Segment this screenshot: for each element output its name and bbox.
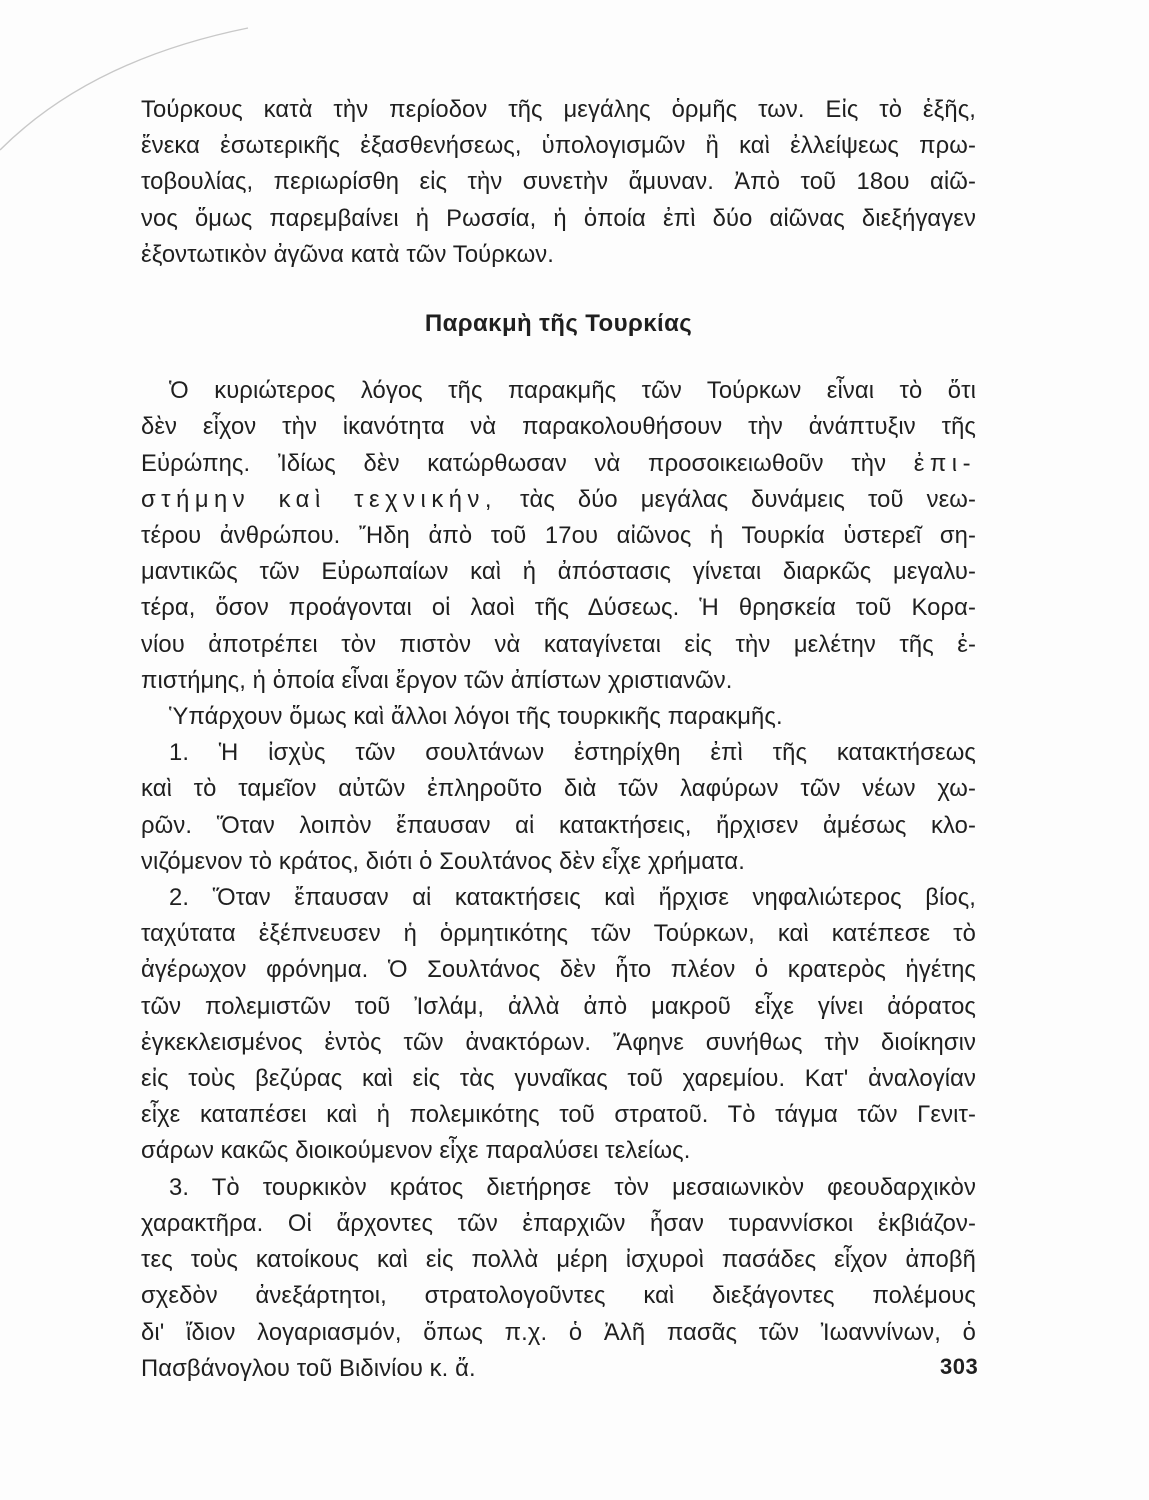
text-line: ρῶν. Ὅταν λοιπὸν ἔπαυσαν αἱ κατακτήσεις, ἤρχισεν ἀμέσως κλο- [141,811,976,839]
list-item-1 [141,735,976,880]
text-line: τες τοὺς κατοίκους καὶ εἰς πολλὰ μέρη ἰσχυροὶ πασάδες εἶχον ἀποβῆ [141,1246,976,1274]
text-line: Τούρκους κατὰ τὴν περίοδον τῆς μεγάλης ὁρμῆς των. Εἰς τὸ ἑξῆς, [141,96,976,123]
paragraph-other-reasons [141,699,976,735]
text-line: νιζόμενον τὸ κράτος, διότι ὁ Σουλτάνος δὲν εἶχε χρήματα. [141,847,745,875]
text-line: σάρων κακῶς διοικούμενον εἶχε παραλύσει τελείως. [141,1137,691,1165]
text-line: δι' ἴδιον λογαριασμόν, ὅπως π.χ. ὁ Ἀλῆ πασᾶς τῶν Ἰωαννίνων, ὁ [141,1318,976,1346]
text-line: τέρα, ὅσον προάγονται οἱ λαοὶ τῆς Δύσεως. Ἡ θρησκεία τοῦ Κορα- [141,594,976,622]
section-heading: Παρακμὴ τῆς Τουρκίας [424,310,693,338]
page-number: 303 [940,1354,979,1379]
text-segment: τὰς δύο μεγάλας δυνάμεις τοῦ νεω- [519,485,976,513]
text-line: ἐξοντωτικὸν ἀγῶνα κατὰ τῶν Τούρκων. [141,240,554,268]
text-line: Πασβάνογλου τοῦ Βιδινίου κ. ἄ. [141,1354,476,1382]
list-item-2 [141,880,976,1170]
text-line: νίου ἀποτρέπει τὸν πιστὸν νὰ καταγίνεται εἰς τὴν μελέτην τῆς ἐ- [141,630,976,658]
text-line: εἶχε καταπέσει καὶ ἡ πολεμικότης τοῦ στρατοῦ. Τὸ τάγμα τῶν Γενιτ- [141,1101,976,1129]
text-line: τῶν πολεμιστῶν τοῦ Ἰσλάμ, ἀλλὰ ἀπὸ μακροῦ εἶχε γίνει ἀόρατος [141,992,976,1020]
emphasis-phrase: στήμην καὶ τεχνικήν, [141,485,497,513]
paragraph-main [141,373,976,699]
text-line: τέρου ἀνθρώπου. Ἤδη ἀπὸ τοῦ 17ου αἰῶνος ἡ Τουρκία ὑστερεῖ ση- [141,522,976,550]
text-line: Ὁ κυριώτερος λόγος τῆς παρακμῆς τῶν Τούρκων εἶναι τὸ ὅτι [169,377,976,405]
body-text [141,92,979,1387]
text-segment: Εὐρώπης. Ἰδίως δὲν κατώρθωσαν νὰ προσοικειωθοῦν τὴν [141,449,887,477]
text-line: ἐγκεκλεισμένος ἐντὸς τῶν ἀνακτόρων. Ἄφηνε συνήθως τὴν διοίκησιν [141,1028,976,1056]
text-line: 3. Τὸ τουρκικὸν κράτος διετήρησε τὸν μεσαιωνικὸν φεουδαρχικὸν [169,1173,976,1201]
text-line: δὲν εἶχον τὴν ἱκανότητα νὰ παρακολουθήσουν τὴν ἀνάπτυξιν τῆς [141,413,976,441]
text-line: Ὑπάρχουν ὅμως καὶ ἄλλοι λόγοι τῆς τουρκικῆς παρακμῆς. [169,703,783,731]
text-line: σχεδὸν ἀνεξάρτητοι, στρατολογοῦντες καὶ διεξάγοντες πολέμους [141,1282,976,1310]
text-line [141,482,976,518]
emphasis-word: ἐπι- [913,449,977,477]
text-line: νος ὅμως παρεμβαίνει ἡ Ρωσσία, ἡ ὁποία ἐπὶ δύο αἰῶνας διεξήγαγεν [141,204,976,232]
text-line: τοβουλίας, περιωρίσθη εἰς τὴν συνετὴν ἄμυναν. Ἀπὸ τοῦ 18ου αἰῶ- [141,168,976,196]
text-line: χαρακτῆρα. Οἱ ἄρχοντες τῶν ἐπαρχιῶν ἦσαν τυραννίσκοι ἐκβιάζον- [141,1209,976,1237]
paragraph-intro [141,92,976,273]
text-line: μαντικῶς τῶν Εὐρωπαίων καὶ ἡ ἀπόστασις γίνεται διαρκῶς μεγαλυ- [141,558,976,586]
text-line: ταχύτατα ἐξέπνευσεν ἡ ὁρμητικότης τῶν Τούρκων, καὶ κατέπεσε τὸ [141,920,976,948]
list-item-3 [141,1170,979,1387]
text-line: 2. Ὅταν ἔπαυσαν αἱ κατακτήσεις καὶ ἤρχισε νηφαλιώτερος βίος, [169,884,976,912]
text-line: 1. Ἡ ἰσχὺς τῶν σουλτάνων ἐστηρίχθη ἐπὶ τῆς κατακτήσεως [169,739,976,767]
text-line [141,446,976,482]
text-line: ἀγέρωχον φρόνημα. Ὁ Σουλτάνος δὲν ἦτο πλέον ὁ κρατερὸς ἡγέτης [141,956,976,984]
text-line: ἕνεκα ἐσωτερικῆς ἐξασθενήσεως, ὑπολογισμῶν ἢ καὶ ἐλλείψεως πρω- [141,132,976,160]
text-line: καὶ τὸ ταμεῖον αὐτῶν ἐπληροῦτο διὰ τῶν λαφύρων τῶν νέων χω- [141,775,976,803]
text-line: εἰς τοὺς βεζύρας καὶ εἰς τὰς γυναῖκας τοῦ χαρεμίου. Κατ' ἀναλογίαν [141,1065,976,1093]
text-line: πιστήμης, ἡ ὁποία εἶναι ἔργον τῶν ἀπίστων χριστιανῶν. [141,666,733,694]
